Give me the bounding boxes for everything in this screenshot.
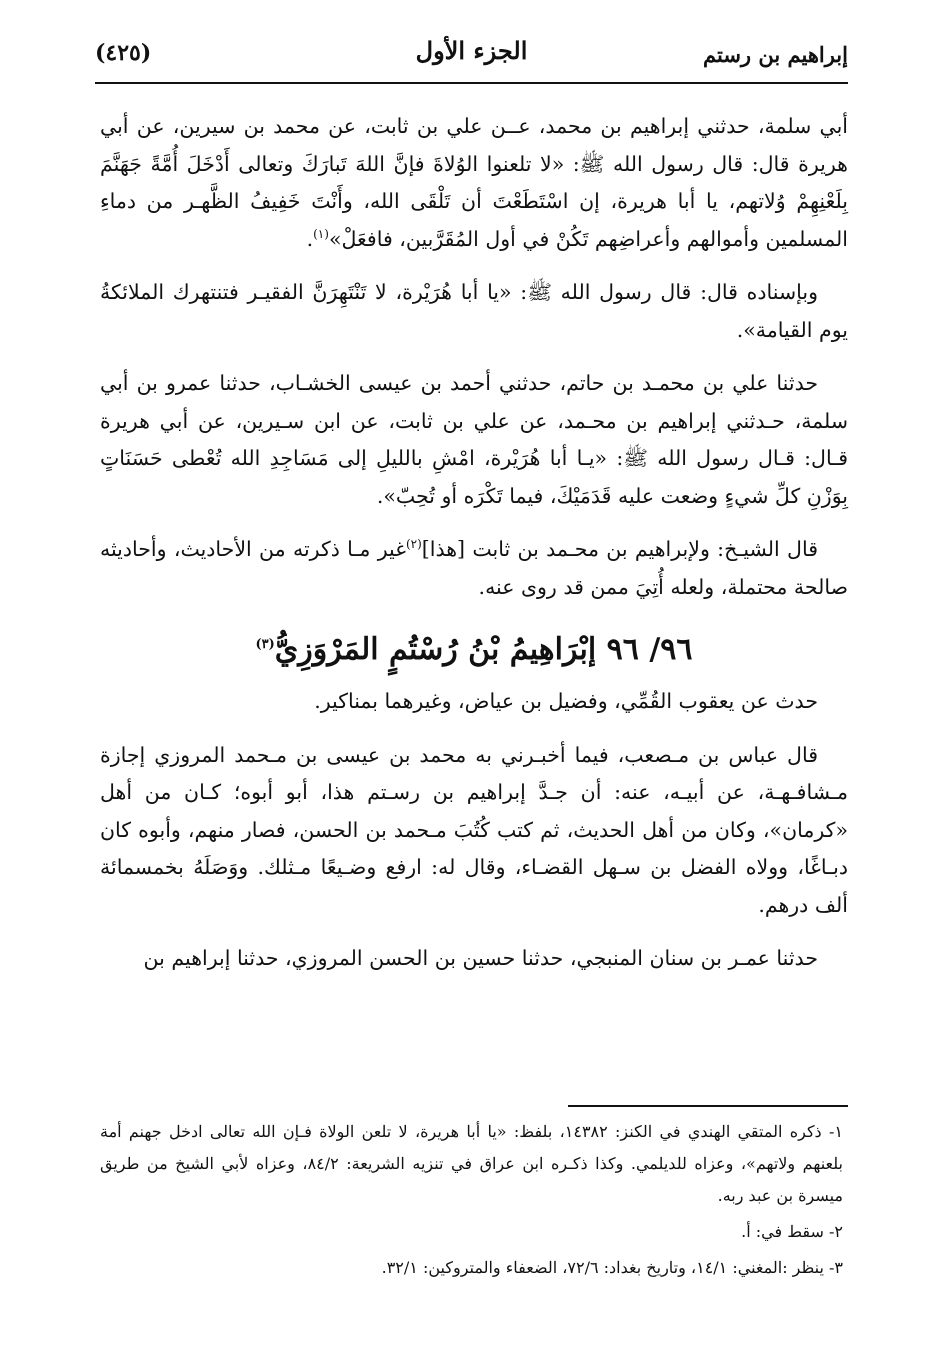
entry-heading <box>100 622 848 673</box>
footnote-divider <box>568 1105 848 1107</box>
paragraph-entry-biography: قال عباس بن مـصعب، فيما أخبـرني به محمد بن عيسى بن مـحمد المروزي إجازة مـشافـهـة، عن أبيـه، عنه: أن جـدَّ إبراهيم بن رسـتم هذا، أبو أبوه؛ كـان من أهل «كرمان»، وكان من أهل الحديث، ثم كتب كُتُبَ مـحمد بن الحسن، فصار منهم، وأبوه كان دبـاغًا، وولاه الفضل بن سـهل القضـاء، وقال له: ارفع وضـيعًا مـثلك. ووَصَلَهُ بخمسمائة ألف درهم. <box>100 742 848 917</box>
volume-title: الجزء الأول <box>415 36 528 65</box>
page-header <box>95 36 848 80</box>
footnote-1: ١- ذكره المتقي الهندي في الكنز: ١٤٣٨٢، بلفظ: «يا أبا هريرة، لا تلعن الولاة فـإن الله تعالى ادخل جهنم أمة بلعنهم ولاتهم»، وعزاه للديلمي. وكذا ذكـره ابن عراق في تنزيه الشريعة: ٨٤/٢، وعزاه لأبي الشيخ من طريق ميسرة بن عبد ربه. <box>100 1122 844 1205</box>
paragraph-entry-intro: حدث عن يعقوب القُمِّي، وفضيل بن عياض، وغيرهما بمناكير. <box>314 689 818 713</box>
footnote-mark-3: (٣) <box>255 637 275 652</box>
paragraph-hadith-3: حدثنا علي بن محمـد بن حاتم، حدثني أحمد بن عيسى الخشـاب، حدثنا عمرو بن أبي سلمة، حـدثني إبراهيم بن محـمد، عن علي بن ثابت، عن ابن سـيرين، عن أبي هريرة قـال: قـال رسول الله ﷺ: «يـا أبا هُرَيْرة، امْشِ بالليلِ إلى مَسَاجِدِ الله تُعْطى حَسَنَاتٍ بِوَزْنِ كلِّ شيءٍ وضعت عليه قَدَمَيْكَ، فيما تَكْرَه أو تُحِبّ». <box>100 371 848 508</box>
page-number: (٤٢٥) <box>95 40 152 66</box>
entry-number: ٩٦/ ٩٦ <box>606 632 693 667</box>
paragraph-sheikh-comment: قال الشيـخ: ولإبراهيم بن محـمد بن ثابت [هذا]$^{(٢)}$غير مـا ذكرته من الأحاديث، وأحاديثه صالحة محتملة، ولعله أُتِيَ ممن قد روى عنه. <box>100 537 848 599</box>
running-title: إبراهيم بن رستم <box>703 42 848 67</box>
footnotes <box>100 1116 843 1288</box>
footnote-3: ٣- ينظر :المغني: ١٤/١، وتاريخ بغداد: ٧٢/٦، الضعفاء والمتروكين: ٣٢/١. <box>381 1258 843 1277</box>
main-text <box>100 108 848 994</box>
footnote-2: ٢- سقط في: أ. <box>741 1222 843 1241</box>
paragraph-hadith-2: وبإسناده قال: قال رسول الله ﷺ: «يا أبا هُرَيْرة، لا تَنْتَهِرَنَّ الفقيـر فتنتهرك الملائكةُ يوم القيامة». <box>100 280 848 342</box>
paragraph-entry-chain: حدثنا عمـر بن سنان المنبجي، حدثنا حسين بن الحسن المروزي، حدثنا إبراهيم بن <box>143 946 818 970</box>
entry-name: إبْرَاهِيمُ بْنُ رُسْتُمٍ المَرْوَزِيُّ <box>274 632 597 667</box>
footnote-mark-2: (٢) <box>405 537 422 552</box>
footnote-mark-1: (١) <box>313 226 329 241</box>
paragraph-hadith-1: أبي سلمة، حدثني إبراهيم بن محمد، عــن علي بن ثابت، عن محمد بن سيرين، عن أبي هريرة قال: قال رسول الله ﷺ: «لا تلعنوا الوُلاةَ فإنَّ اللهَ تَبارَكَ وتعالى أَدْخَلَ أُمَّةً جَهَنَّمَ بِلَعْنِهِمْ وُلاتهم، يا أبا هريرة، إن اسْتَطَعْتَ أن تَلْقَى الله، وأَنْتَ خَفِيفُ الظَّهـر من دماءِ المسلمين وأموالهم وأعراضِهم تَكُنْ في أول المُقَرَّبين، فافعَلْ»$^{(١)}$. <box>100 114 848 251</box>
header-divider <box>95 82 848 84</box>
